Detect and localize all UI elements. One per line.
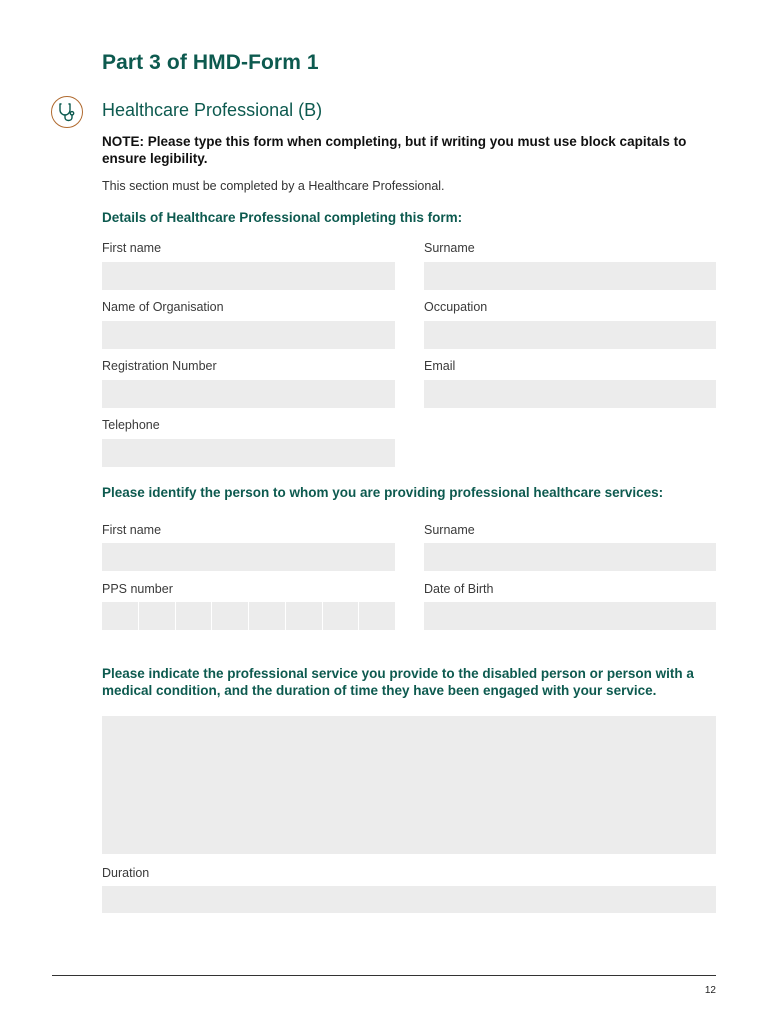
stethoscope-icon: [51, 96, 83, 128]
professional-first-name-field[interactable]: [102, 262, 395, 290]
telephone-field[interactable]: [102, 439, 395, 467]
pps-digit-box[interactable]: [249, 602, 285, 630]
person-surname-label: Surname: [424, 523, 475, 537]
page-title: Part 3 of HMD-Form 1: [102, 51, 319, 74]
professional-surname-field[interactable]: [424, 262, 716, 290]
occupation-label: Occupation: [424, 300, 488, 314]
registration-number-field[interactable]: [102, 380, 395, 408]
page-number: 12: [704, 985, 716, 996]
occupation-field[interactable]: [424, 321, 716, 349]
organisation-field[interactable]: [102, 321, 395, 349]
professional-details-heading: Details of Healthcare Professional completing this form:: [102, 210, 463, 225]
email-field[interactable]: [424, 380, 716, 408]
date-of-birth-label: Date of Birth: [424, 582, 494, 596]
pps-digit-box[interactable]: [286, 602, 322, 630]
pps-number-field: [102, 602, 395, 630]
telephone-label: Telephone: [102, 418, 160, 432]
pps-digit-box[interactable]: [139, 602, 175, 630]
date-of-birth-field[interactable]: [424, 602, 716, 630]
person-surname-field[interactable]: [424, 543, 716, 571]
registration-number-label: Registration Number: [102, 359, 217, 373]
person-first-name-field[interactable]: [102, 543, 395, 571]
service-description-textarea[interactable]: [102, 716, 716, 854]
pps-number-label: PPS number: [102, 582, 173, 596]
section-title: Healthcare Professional (B): [102, 100, 323, 120]
pps-digit-box[interactable]: [359, 602, 395, 630]
professional-surname-label: Surname: [424, 241, 475, 255]
professional-first-name-label: First name: [102, 241, 162, 255]
footer-divider: [52, 975, 716, 976]
intro-text: This section must be completed by a Healthcare Professional.: [102, 179, 445, 193]
person-details-heading: Please identify the person to whom you are providing professional healthcare services:: [102, 485, 664, 500]
pps-digit-box[interactable]: [212, 602, 248, 630]
pps-digit-box[interactable]: [176, 602, 212, 630]
duration-label: Duration: [102, 866, 150, 880]
pps-digit-box[interactable]: [323, 602, 359, 630]
note-text: NOTE: Please type this form when completing, but if writing you must use block capitals to ensure legibility.: [102, 134, 687, 166]
person-first-name-label: First name: [102, 523, 162, 537]
email-label: Email: [424, 359, 456, 373]
service-heading: Please indicate the professional service you provide to the disabled person or person with a medical condition, and the duration of time they have been engaged with your service.: [102, 666, 694, 698]
duration-field[interactable]: [102, 886, 716, 913]
organisation-label: Name of Organisation: [102, 300, 224, 314]
pps-digit-box[interactable]: [102, 602, 138, 630]
